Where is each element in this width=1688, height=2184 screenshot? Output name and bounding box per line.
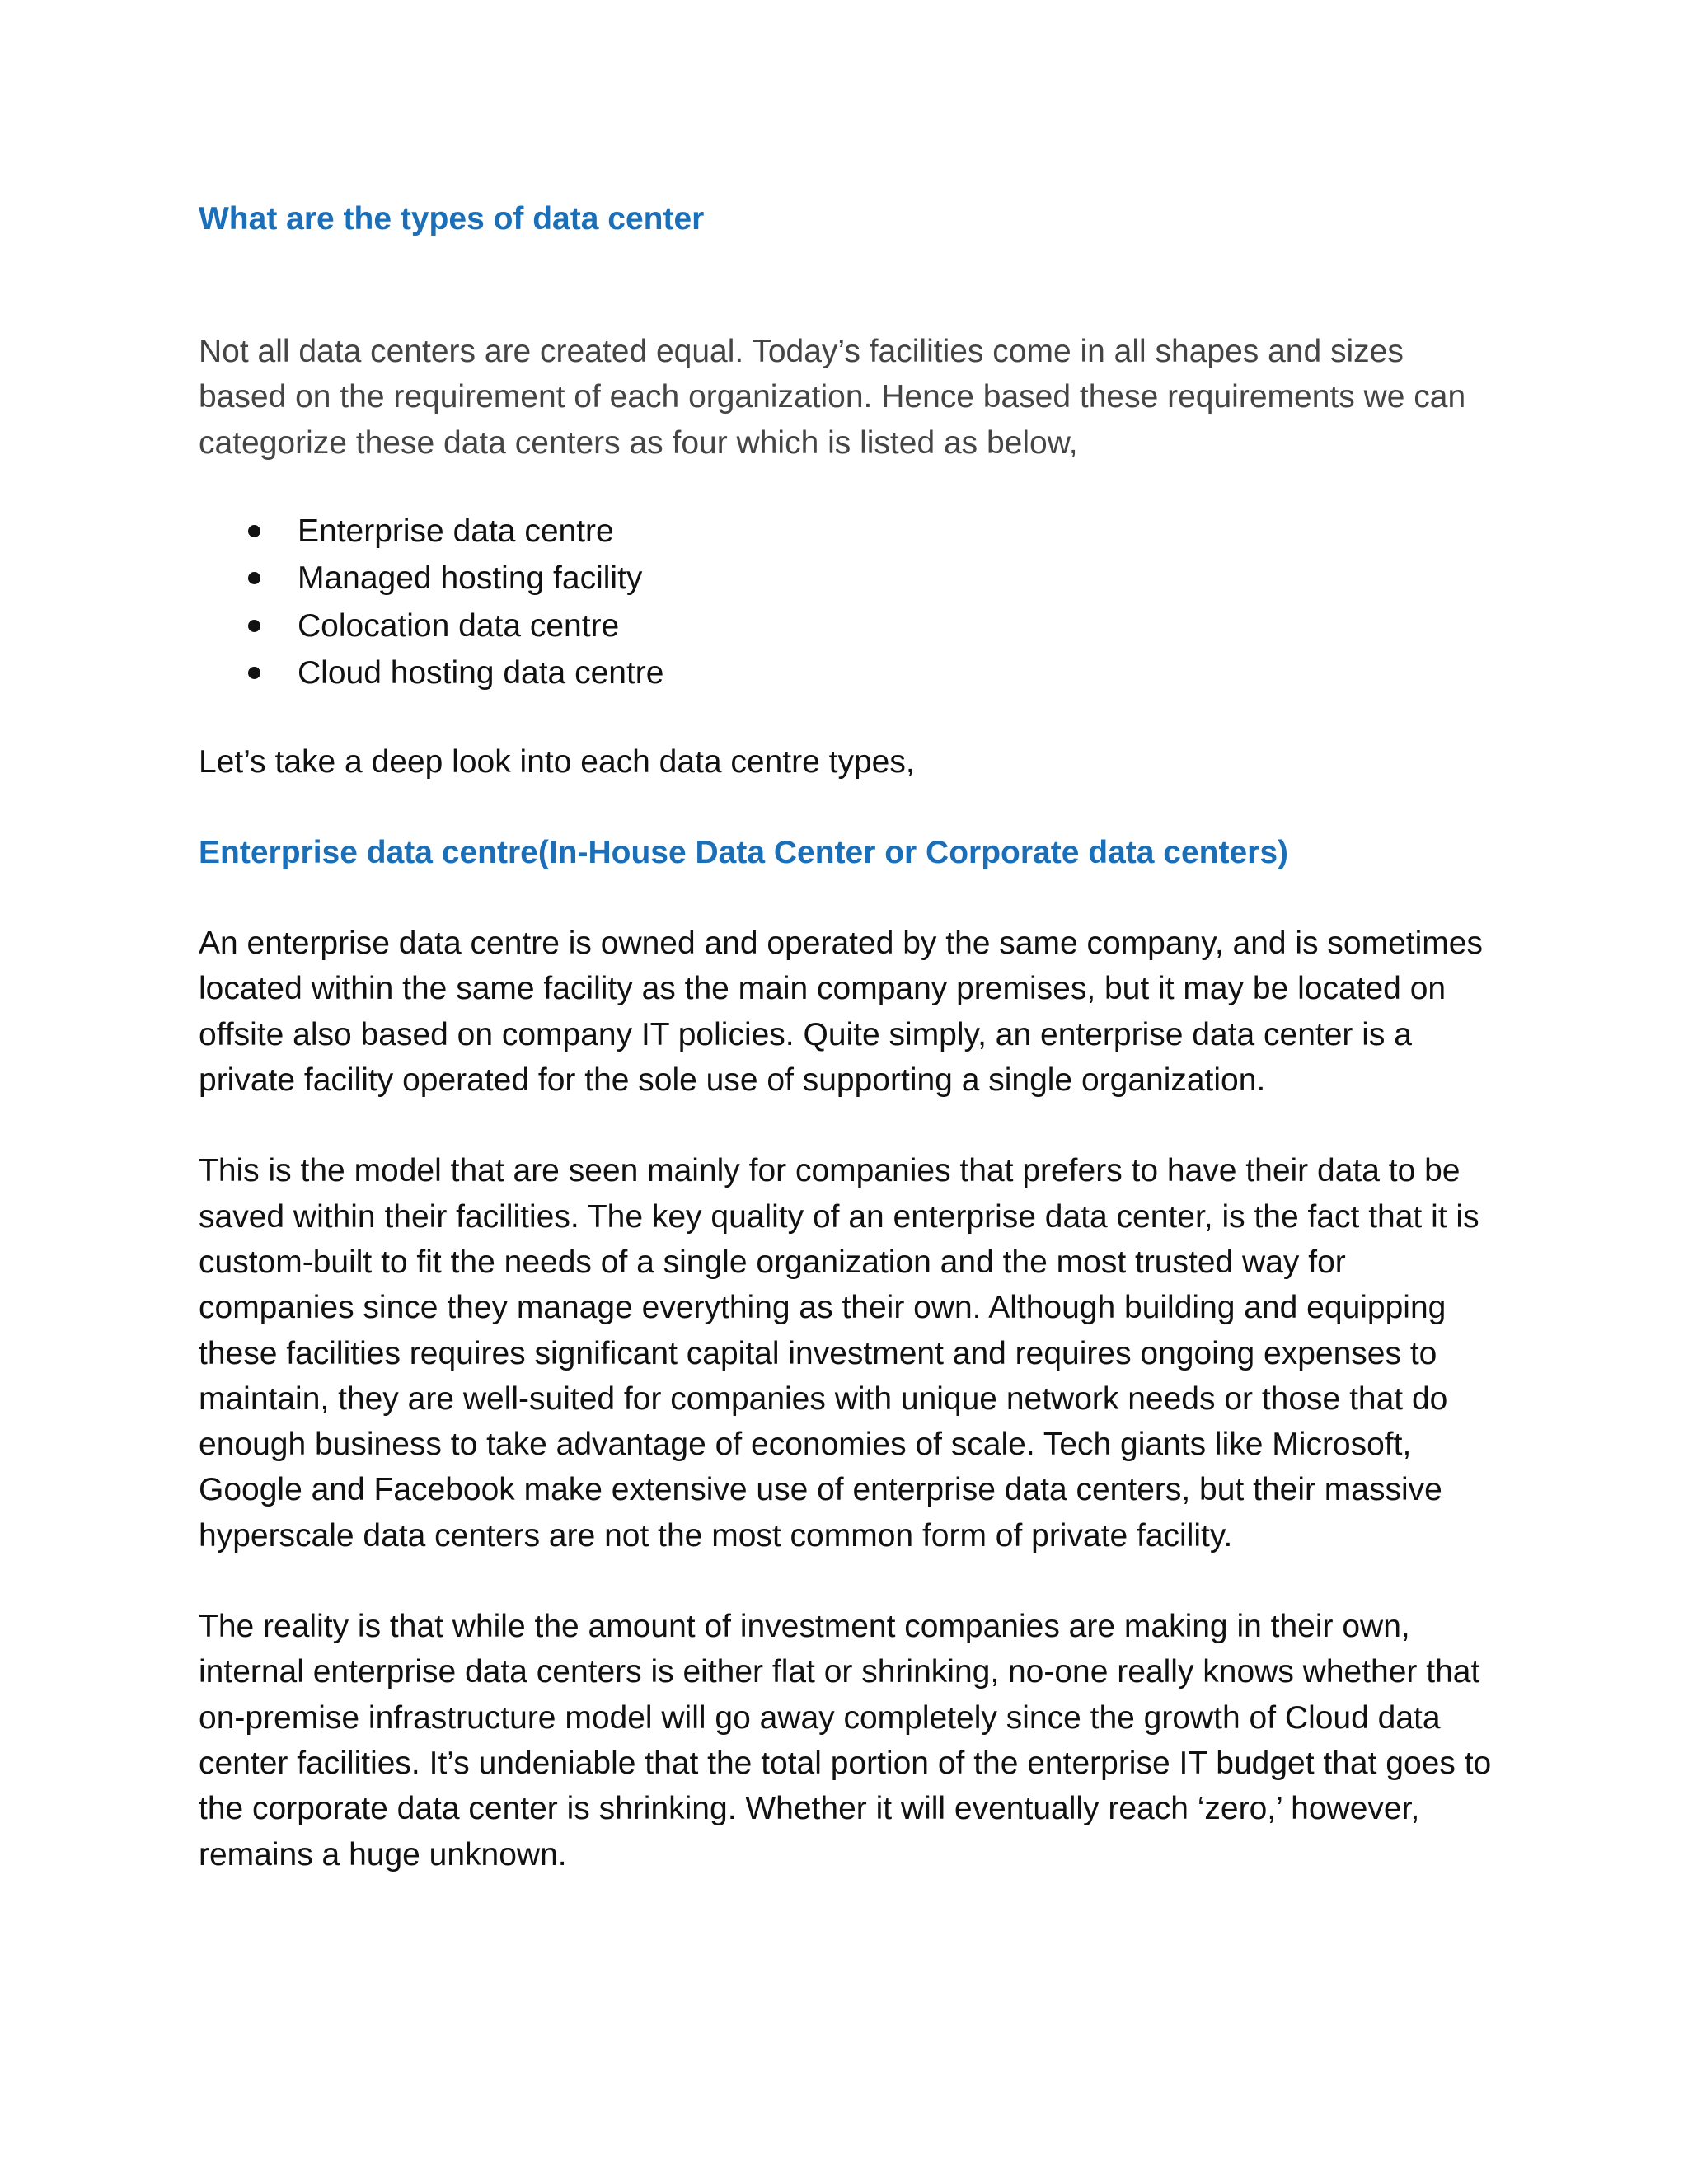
bullet-icon <box>248 667 260 679</box>
list-item-label: Colocation data centre <box>298 607 620 644</box>
transition-paragraph: Let’s take a deep look into each data centre types, <box>199 743 915 780</box>
list-item <box>199 508 1493 555</box>
list-item-label: Managed hosting facility <box>298 560 643 597</box>
enterprise-paragraph-2: This is the model that are seen mainly for companies that prefers to have their data to be saved within their facilities. The key quality of an enterprise data center, is the fact that it is custom-built to fit the needs of a single organization and the most trusted way for companies since they manage everything as their own. Although building and equipping these facilities requires significant capital investment and requires ongoing expenses to maintain, they are well-suited for companies with unique network needs or those that do enough business to take advantage of economies of scale. Tech giants like Microsoft, Google and Facebook make extensive use of enterprise data centers, but their massive hyperscale data centers are not the most common form of private facility. <box>199 1153 1479 1554</box>
list-item <box>199 555 1493 602</box>
data-center-types-list <box>199 508 1493 697</box>
list-item-label: Cloud hosting data centre <box>298 655 664 691</box>
enterprise-paragraph-3: The reality is that while the amount of investment companies are making in their own, internal enterprise data centers is either flat or shrinking, no-one really knows whether that on-premise infrastructure model will go away completely since the growth of Cloud data center facilities. It’s undeniable that the total portion of the enterprise IT budget that goes to the corporate data center is shrinking. Whether it will eventually reach ‘zero,’ however, remains a huge unknown. <box>199 1609 1492 1872</box>
list-item <box>199 602 1493 650</box>
document-content <box>199 196 1493 1877</box>
list-item-label: Enterprise data centre <box>298 513 614 549</box>
bullet-icon <box>248 525 260 537</box>
bullet-icon <box>248 620 260 632</box>
bullet-icon <box>248 572 260 584</box>
section-heading-enterprise: Enterprise data centre(In-House Data Center or Corporate data centers) <box>199 835 1289 871</box>
section-heading-types: What are the types of data center <box>199 201 705 237</box>
intro-paragraph: Not all data centers are created equal. Today’s facilities come in all shapes and sizes based on the requirement of each organization. Hence based these requirements we can categorize these data centers as four which is listed as below, <box>199 334 1466 461</box>
enterprise-paragraph-1: An enterprise data centre is owned and operated by the same company, and is sometimes located within the same facility as the main company premises, but it may be located on offsite also based on company IT policies. Quite simply, an enterprise data center is a private facility operated for the sole use of supporting a single organization. <box>199 926 1483 1099</box>
list-item <box>199 649 1493 697</box>
